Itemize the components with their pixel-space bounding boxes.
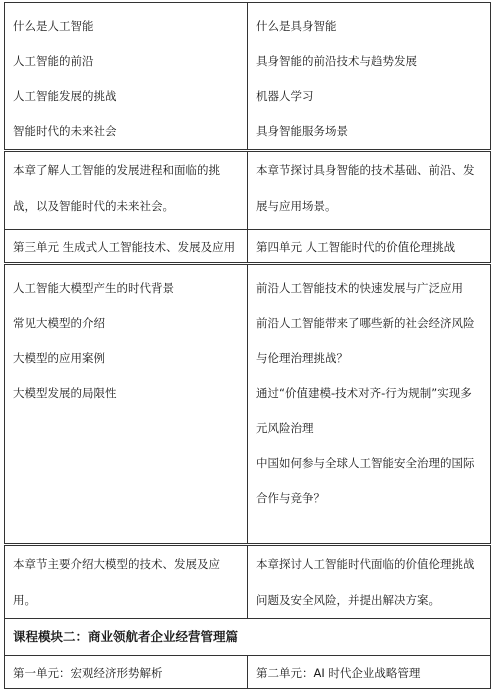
table-row [5, 545, 491, 619]
list-item: 中国如何参与全球人工智能安全治理的国际合作与竞争？ [256, 456, 475, 505]
table-row [5, 656, 491, 689]
unit1-summary-cell: 本章了解人工智能的发展进程和面临的挑战，以及智能时代的未来社会。 [5, 151, 248, 230]
module-heading: 课程模块二：商业领航者企业经营管理篇 [5, 619, 491, 656]
unit3-summary-cell: 本章节主要介绍大模型的技术、发展及应用。 [5, 545, 248, 619]
list-item: 人工智能发展的挑战 [13, 89, 117, 103]
unit3-topics-cell [5, 264, 248, 545]
list-item: 大模型的应用案例 [13, 351, 105, 365]
list-item: 具身智能的前沿技术与趋势发展 [256, 54, 417, 68]
table-row [5, 619, 491, 656]
list-item: 前沿人工智能带来了哪些新的社会经济风险与伦理治理挑战？ [256, 316, 475, 365]
list-item: 通过“价值建模-技术对齐-行为规制”实现多元风险治理 [256, 386, 472, 435]
unit4-summary-cell: 本章探讨人工智能时代面临的价值伦理挑战问题及安全风险，并提出解决方案。 [248, 545, 491, 619]
list-item: 人工智能大模型产生的时代背景 [13, 281, 174, 295]
unit4-title-cell: 第四单元 人工智能时代的价值伦理挑战 [248, 230, 491, 264]
list-item: 常见大模型的介绍 [13, 316, 105, 330]
list-item: 什么是具身智能 [256, 19, 337, 33]
list-item: 具身智能服务场景 [256, 124, 348, 138]
table-row [5, 264, 491, 545]
list-item: 智能时代的未来社会 [13, 124, 117, 138]
unit1-topics-cell [5, 3, 248, 151]
unit4-topics-cell [248, 264, 491, 545]
list-item: 什么是人工智能 [13, 19, 94, 33]
unit2-summary-cell: 本章节探讨具身智能的技术基础、前沿、发展与应用场景。 [248, 151, 491, 230]
unit2-topics-cell [248, 3, 491, 151]
module2-unit2-title-cell: 第二单元：AI 时代企业战略管理 [248, 656, 491, 689]
module2-unit1-title-cell: 第一单元：宏观经济形势解析 [5, 656, 248, 689]
list-item: 人工智能的前沿 [13, 54, 94, 68]
table-row [5, 3, 491, 151]
unit3-title-cell: 第三单元 生成式人工智能技术、发展及应用 [5, 230, 248, 264]
list-item: 机器人学习 [256, 89, 314, 103]
table-row [5, 151, 491, 230]
list-item: 大模型发展的局限性 [13, 386, 117, 400]
course-outline-table [4, 2, 491, 689]
table-row [5, 230, 491, 264]
list-item: 前沿人工智能技术的快速发展与广泛应用 [256, 281, 463, 295]
